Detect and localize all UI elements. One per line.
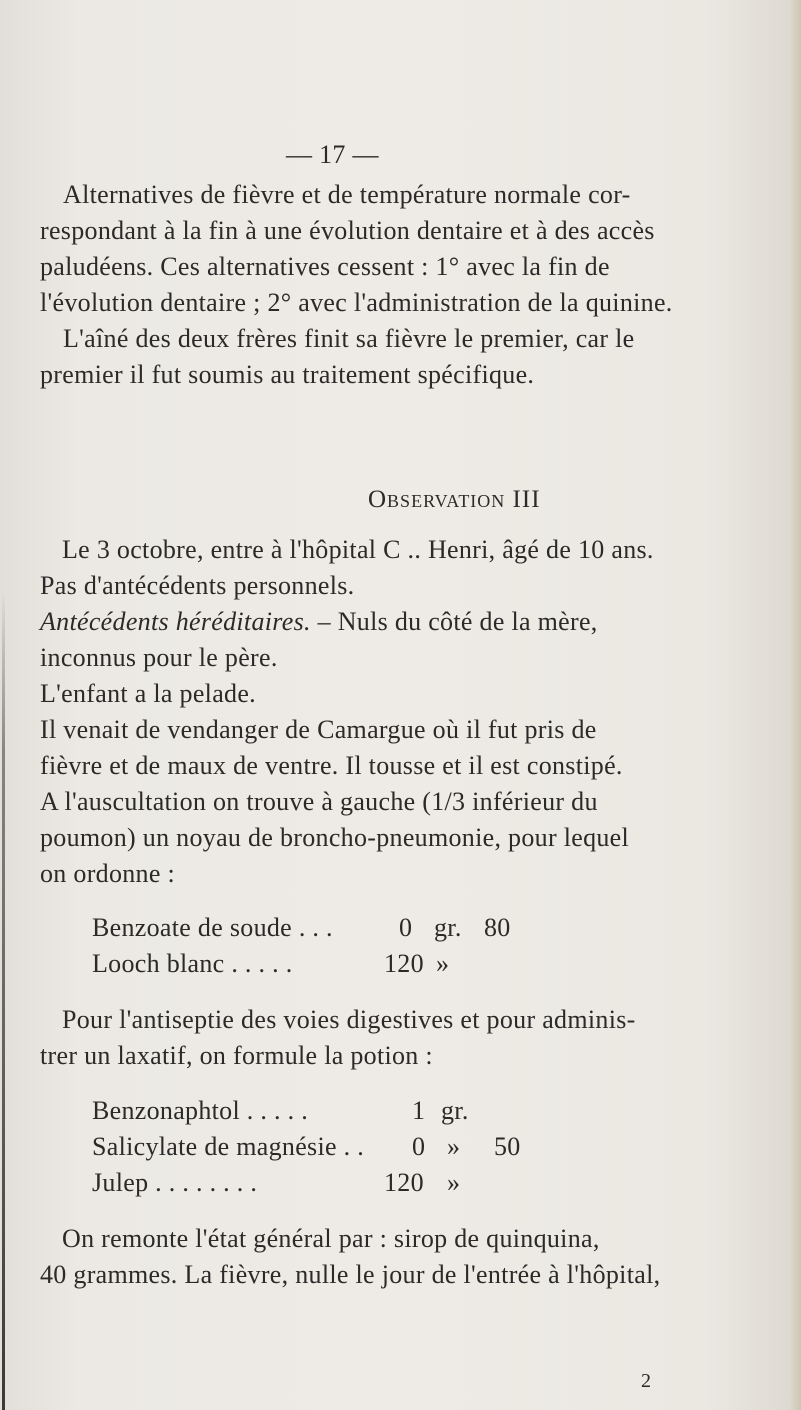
drug-unit: » — [447, 1132, 461, 1161]
drug-name: Benzoate de soude . . . — [92, 913, 333, 942]
intro-line: L'aîné des deux frères finit sa fièvre le premier, car le — [63, 324, 635, 353]
drug-qty: 120 — [384, 949, 424, 978]
drug-qty: 1 — [412, 1096, 426, 1125]
case-line — [40, 607, 598, 637]
drug-unit: gr. — [434, 913, 462, 942]
observation-heading: Observation III — [368, 486, 541, 513]
end-line: On remonte l'état général par : sirop de quinquina, — [62, 1224, 600, 1253]
drug-name: Julep . . . . . . . . — [92, 1168, 258, 1197]
mid-line: Pour l'antiseptie des voies digestives et pour adminis- — [62, 1005, 636, 1034]
case-line-rest: – Nuls du côté de la mère, — [310, 607, 598, 636]
case-line: Pas d'antécédents personnels. — [40, 571, 355, 600]
intro-line: Alternatives de fièvre et de température normale cor- — [63, 180, 631, 209]
drug-unit: » — [447, 1168, 461, 1197]
drug-extra: 50 — [494, 1132, 521, 1161]
case-subheading: Antécédents héréditaires. — [40, 607, 311, 636]
drug-name: Looch blanc . . . . . — [92, 949, 293, 978]
signature-mark: 2 — [641, 1370, 652, 1392]
drug-name: Salicylate de magnésie . . — [92, 1132, 365, 1161]
case-line: on ordonne : — [40, 859, 176, 888]
drug-extra: 80 — [484, 913, 511, 942]
case-line: inconnus pour le père. — [40, 643, 278, 672]
drug-qty: 120 — [384, 1168, 424, 1197]
drug-qty: 0 — [412, 1132, 426, 1161]
folio: — 17 — — [286, 140, 379, 169]
case-line: A l'auscultation on trouve à gauche (1/3 inférieur du — [40, 787, 598, 816]
case-line: fièvre et de maux de ventre. Il tousse et il est constipé. — [40, 751, 623, 780]
case-line: Le 3 octobre, entre à l'hôpital C .. Henri, âgé de 10 ans. — [62, 535, 654, 564]
drug-unit: » — [436, 949, 450, 978]
mid-line: trer un laxatif, on formule la potion : — [40, 1041, 433, 1070]
drug-unit: gr. — [441, 1096, 469, 1125]
drug-qty: 0 — [399, 913, 413, 942]
case-line: poumon) un noyau de broncho-pneumonie, pour lequel — [40, 823, 630, 852]
intro-line: premier il fut soumis au traitement spécifique. — [40, 360, 535, 389]
end-line: 40 grammes. La fièvre, nulle le jour de l'entrée à l'hôpital, — [40, 1260, 661, 1289]
intro-line: l'évolution dentaire ; 2° avec l'administration de la quinine. — [40, 288, 673, 317]
intro-line: respondant à la fin à une évolution dentaire et à des accès — [40, 216, 655, 245]
intro-line: paludéens. Ces alternatives cessent : 1° avec la fin de — [40, 252, 610, 281]
case-line: L'enfant a la pelade. — [40, 679, 256, 708]
case-line: Il venait de vendanger de Camargue où il fut pris de — [40, 715, 597, 744]
drug-name: Benzonaphtol . . . . . — [92, 1096, 309, 1125]
